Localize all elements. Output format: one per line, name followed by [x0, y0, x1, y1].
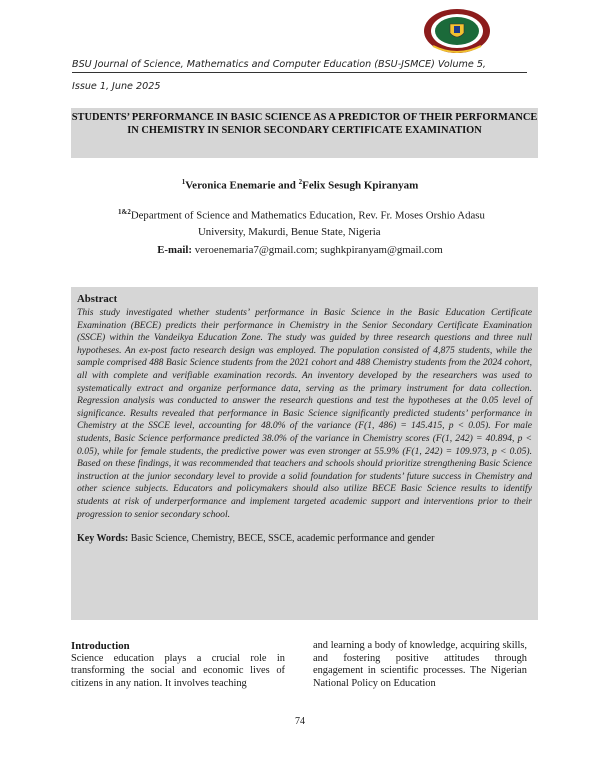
affiliation [118, 204, 538, 240]
intro-right-column [313, 640, 527, 690]
intro-right-text: and learning a body of knowledge, acquiring skills, and fostering positive attitudes through engagement in scientific processes. The Nigerian National Policy on Education [313, 640, 527, 689]
paper-title: STUDENTS’ PERFORMANCE IN BASIC SCIENCE AS A PREDICTOR OF THEIR PERFORMANCE IN CHEMISTRY IN SENIOR SECONDARY CERTIFICATE EXAMINATION [71, 108, 538, 158]
keywords-label: Key Words: [77, 533, 129, 545]
author2-name: Felix Sesugh Kpiranyam [302, 179, 419, 192]
keywords [77, 533, 532, 544]
keywords-list: Basic Science, Chemistry, BECE, SSCE, academic performance and gender [128, 533, 435, 545]
author2-sup: 2 [298, 178, 303, 186]
header-divider [72, 72, 527, 73]
page-number: 74 [295, 716, 305, 727]
intro-left-column [71, 640, 285, 690]
affiliation-sup: 1&2 [118, 208, 131, 216]
abstract-text: This study investigated whether students’ performance in Basic Science in the Basic Education Certificate Examination (BECE) predicts their performance in Chemistry in the Senior Secondary Certificate Examination (SSCE) within the Vandeikya Education Zone. The study was guided by three research questions and three null hypotheses. An ex-post facto research design was employed. The population consisted of 4,875 students, while the sample comprised 488 Basic Science students from the 2021 cohort and 488 Chemistry students from the 2024 cohort, all with complete and verifiable examination records. An inventory developed by the researchers was used to systematically extract and organize performance data, serving as the primary instrument for data collection. Regression analysis was conducted to answer the research questions and test the hypotheses at the 0.05 level of significance. Results revealed that performance in Basic Science significantly predicted students’ performance in Chemistry at the SSCE level, accounting for 48.0% of the variance (F(1, 486) = 145.415, p < 0.05). For male students, Basic Science performance predicted 38.0% of the variance in Chemistry scores (F(1, 242) = 40.894, p < 0.05), while for female students, the predictive power was even stronger at 55.9% (F(1, 242) = 109.973, p < 0.05). Based on these findings, it was recommended that teachers and schools should prioritize strengthening Basic Science instruction at the junior secondary level to provide a solid foundation for students’ future success in Chemistry and other science subjects. Educators and policymakers should also utilize BECE Basic Science results to identify students at risk of underperformance and implement targeted academic support and interventions prior to their progression to senior secondary school. [77, 307, 532, 520]
intro-heading: Introduction [71, 640, 130, 652]
journal-issue: Issue 1, June 2025 [72, 81, 161, 92]
journal-citation: BSU Journal of Science, Mathematics and Computer Education (BSU-JSMCE) Volume 5, [72, 59, 486, 70]
affiliation-line1: Department of Science and Mathematics Education, Rev. Fr. Moses Orshio Adasu [130, 209, 485, 222]
university-logo [423, 8, 491, 54]
email-line [0, 244, 600, 256]
abstract-box [71, 287, 538, 620]
email-label: E-mail: [157, 244, 193, 256]
intro-left-text: Science education plays a crucial role in transforming the social and economic lives of citizens in any nation. It involves teaching [71, 652, 285, 689]
author1-sup: 1 [181, 178, 186, 186]
email-addresses[interactable]: veroenemaria7@gmail.com; sughkpiranyam@gmail.com [192, 244, 443, 256]
abstract-heading: Abstract [77, 293, 118, 305]
author1-name: Veronica Enemarie and [185, 179, 299, 192]
affiliation-line2: University, Makurdi, Benue State, Nigeria [198, 225, 381, 238]
authors [0, 178, 600, 192]
